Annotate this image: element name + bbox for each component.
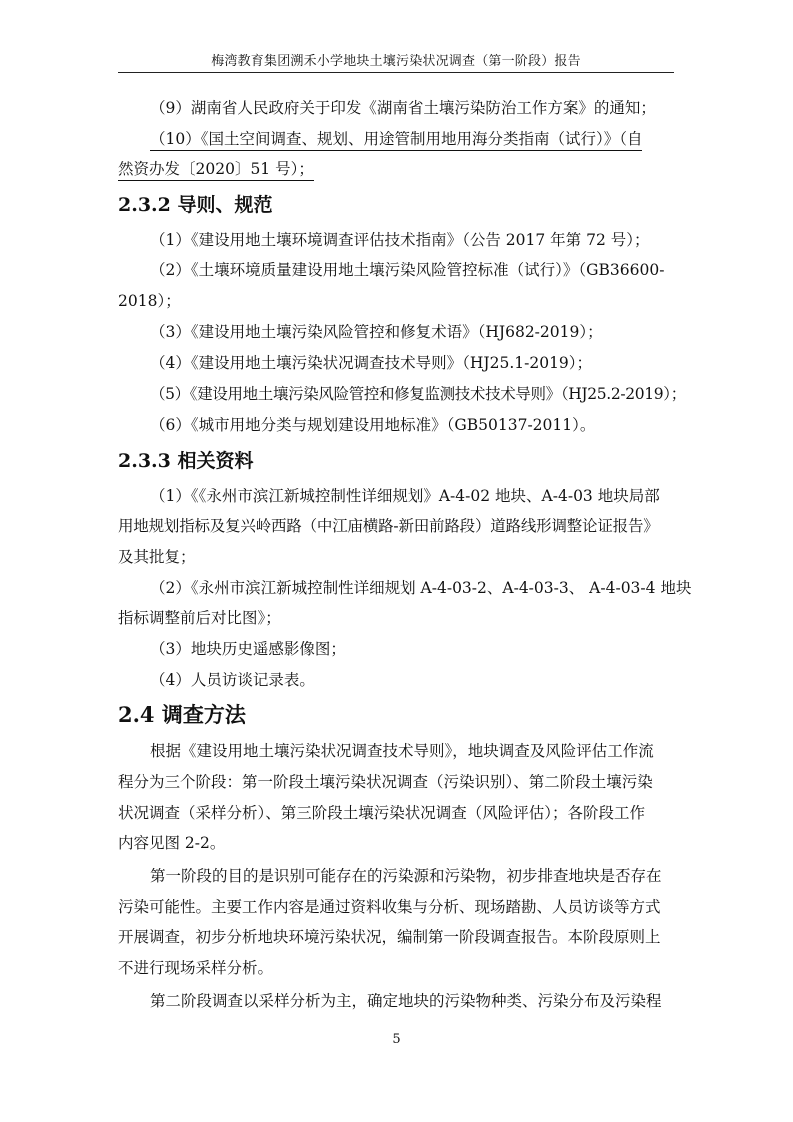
list-item: （4）《建设用地土壤污染状况调查技术导则》（HJ25.1-2019）； — [150, 354, 593, 372]
list-item: （1）《建设用地土壤环境调查评估技术指南》（公告 2017 年第 72 号）； — [150, 231, 650, 249]
paragraph-line: 第一阶段的目的是识别可能存在的污染源和污染物，初步排查地块是否存在 — [150, 867, 662, 885]
page-number: 5 — [392, 1032, 401, 1047]
list-item: （5）《建设用地土壤污染风险管控和修复监测技术技术导则》（HJ25.2-2019）； — [150, 385, 686, 403]
paragraph-line: 开展调查，初步分析地块环境污染状况，编制第一阶段调查报告。本阶段原则上 — [118, 928, 661, 946]
list-item-continuation: 及其批复； — [118, 548, 196, 566]
list-item — [150, 129, 678, 149]
header-rule — [118, 72, 674, 73]
section-heading-2-3-3: 2.3.3 相关资料 — [118, 450, 254, 472]
list-item-continuation: 指标调整前后对比图》； — [118, 609, 281, 627]
list-item: （9）湖南省人民政府关于印发《湖南省土壤污染防治工作方案》的通知； — [150, 99, 656, 117]
list-item-continuation: 用地规划指标及复兴岭西路（中江庙横路-新田前路段）道路线形调整论证报告》 — [118, 517, 659, 535]
section-heading-2-4: 2.4 调查方法 — [118, 702, 246, 727]
running-header: 梅湾教育集团溯禾小学地块土壤污染状况调查（第一阶段）报告 — [211, 54, 581, 69]
paragraph-line: 状况调查（采样分析）、第三阶段土壤污染状况调查（风险评估）；各阶段工作 — [118, 804, 646, 822]
underlined-text: 然资办发〔2020〕51 号）； — [118, 160, 314, 181]
list-item: （1）《《永州市滨江新城控制性详细规划》A-4-02 地块、A-4-03 地块局部 — [150, 487, 660, 505]
list-item: （6）《城市用地分类与规划建设用地标准》（GB50137-2011）。 — [150, 416, 596, 434]
paragraph-line: 程分为三个阶段：第一阶段土壤污染状况调查（污染识别）、第二阶段土壤污染 — [118, 773, 653, 791]
paragraph-line: 内容见图 2-2。 — [118, 834, 226, 852]
paragraph-line: 第二阶段调查以采样分析为主，确定地块的污染物种类、污染分布及污染程 — [150, 992, 662, 1010]
underlined-text: （10）《国土空间调查、规划、用途管制用地用海分类指南（试行）》（自 — [150, 130, 642, 151]
list-item: （3）地块历史遥感影像图； — [150, 640, 346, 658]
list-item: （3）《建设用地土壤污染风险管控和修复术语》（HJ682-2019）； — [150, 323, 603, 341]
paragraph-line: 污染可能性。主要工作内容是通过资料收集与分析、现场踏勘、人员访谈等方式 — [118, 898, 661, 916]
list-item-continuation: 2018）； — [118, 292, 181, 310]
section-heading-2-3-2: 2.3.2 导则、规范 — [118, 194, 273, 216]
list-item: （4）人员访谈记录表。 — [150, 671, 315, 689]
list-item: （2）《土壤环境质量建设用地土壤污染风险管控标准（试行）》（GB36600- — [150, 261, 665, 279]
paragraph-line: 根据《建设用地土壤污染状况调查技术导则》，地块调查及风险评估工作流 — [150, 742, 654, 760]
list-item-continuation — [118, 159, 678, 179]
paragraph-line: 不进行现场采样分析。 — [118, 959, 274, 977]
list-item: （2）《永州市滨江新城控制性详细规划 A-4-03-2、A-4-03-3、 A-4-03-4 地块 — [150, 579, 692, 597]
